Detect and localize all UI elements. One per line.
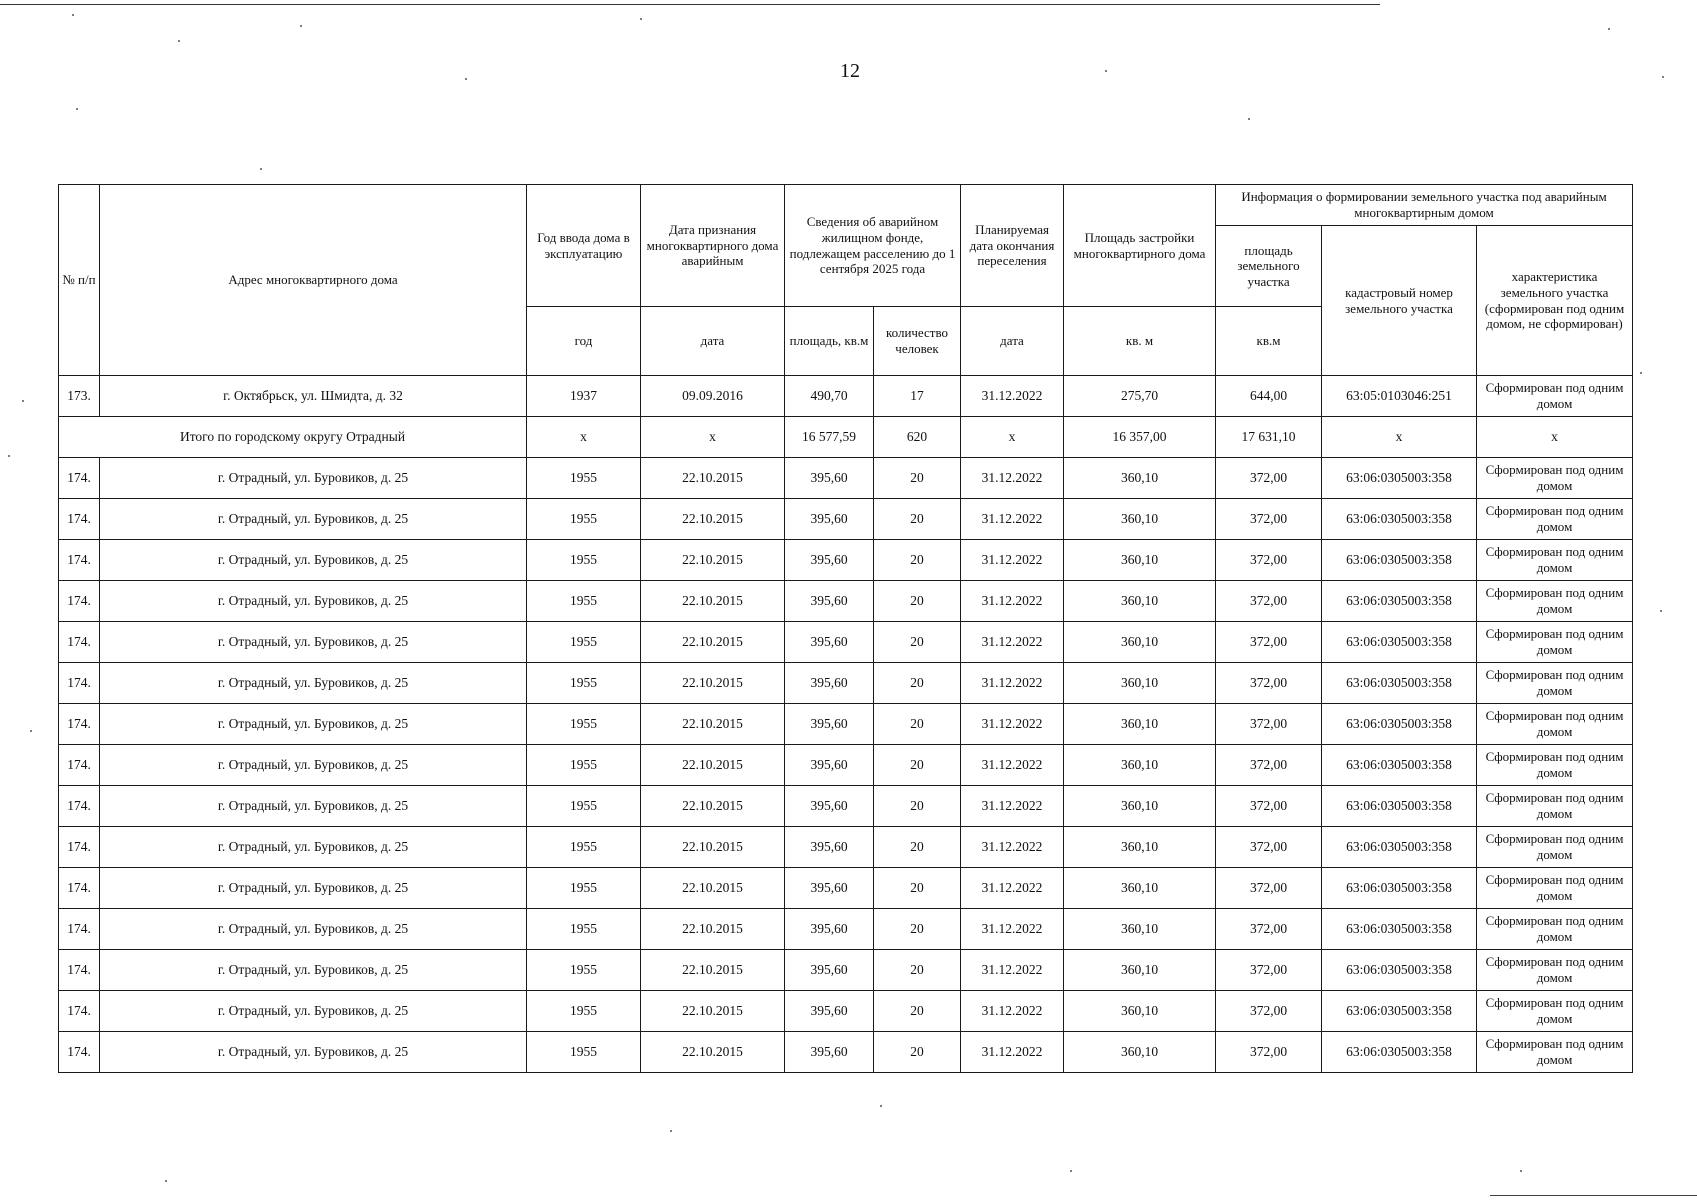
subtotal-row (59, 417, 1633, 458)
table-row (59, 1032, 1633, 1073)
cell-address: г. Отрадный, ул. Буровиков, д. 25 (100, 540, 527, 581)
cell-land: 372,00 (1216, 663, 1322, 704)
cell-planned: 31.12.2022 (961, 704, 1064, 745)
unit-year: год (527, 307, 641, 376)
top-border-line (0, 4, 1380, 5)
scan-speck (1248, 118, 1250, 120)
cell-land: 372,00 (1216, 499, 1322, 540)
cell-area: 395,60 (785, 827, 874, 868)
cell-land: 372,00 (1216, 704, 1322, 745)
header-recognition-date: Дата признания многоквартирного дома аварийным (641, 185, 785, 307)
unit-planned-date: дата (961, 307, 1064, 376)
cell-characteristic: Сформирован под одним домом (1477, 458, 1633, 499)
header-characteristic: характеристика земельного участка (сформирован под одним домом, не сформирован) (1477, 226, 1633, 376)
cell-planned: 31.12.2022 (961, 622, 1064, 663)
unit-land-area: кв.м (1216, 307, 1322, 376)
cell-year: 1955 (527, 868, 641, 909)
cell-num: 174. (59, 909, 100, 950)
cell-cadastral: 63:06:0305003:358 (1322, 909, 1477, 950)
cell-area: 395,60 (785, 458, 874, 499)
scan-speck (76, 108, 78, 110)
header-building-area: Площадь застройки многоквартирного дома (1064, 185, 1216, 307)
header-address: Адрес многоквартирного дома (100, 185, 527, 376)
header-year: Год ввода дома в эксплуатацию (527, 185, 641, 307)
table-row (59, 909, 1633, 950)
cell-building: 360,10 (1064, 950, 1216, 991)
cell-planned: 31.12.2022 (961, 950, 1064, 991)
cell-planned: 31.12.2022 (961, 540, 1064, 581)
cell-building: 360,10 (1064, 868, 1216, 909)
cell-num: 174. (59, 1032, 100, 1073)
cell-building: 360,10 (1064, 909, 1216, 950)
cell-date: 22.10.2015 (641, 499, 785, 540)
cell-address: г. Отрадный, ул. Буровиков, д. 25 (100, 745, 527, 786)
cell-num: 174. (59, 827, 100, 868)
cell-people: 20 (874, 1032, 961, 1073)
scan-speck (30, 730, 32, 732)
cell-year: 1955 (527, 909, 641, 950)
scan-speck (72, 14, 74, 16)
cell-year: 1955 (527, 540, 641, 581)
scan-speck (1608, 28, 1610, 30)
cell-address: г. Отрадный, ул. Буровиков, д. 25 (100, 581, 527, 622)
scan-speck (1640, 372, 1642, 374)
cell-building: 360,10 (1064, 991, 1216, 1032)
cell-people: 20 (874, 950, 961, 991)
cell-planned: 31.12.2022 (961, 376, 1064, 417)
cell-cadastral: 63:06:0305003:358 (1322, 991, 1477, 1032)
cell-num: 174. (59, 663, 100, 704)
scan-speck (880, 1105, 882, 1107)
cell-people: 20 (874, 704, 961, 745)
cell-characteristic: Сформирован под одним домом (1477, 704, 1633, 745)
table-row (59, 786, 1633, 827)
cell-people: 20 (874, 786, 961, 827)
cell-planned: 31.12.2022 (961, 991, 1064, 1032)
header-cadastral: кадастровый номер земельного участка (1322, 226, 1477, 376)
cell-characteristic: Сформирован под одним домом (1477, 868, 1633, 909)
cell-cadastral: 63:06:0305003:358 (1322, 540, 1477, 581)
cell-building: 360,10 (1064, 745, 1216, 786)
subtotal-year: x (527, 417, 641, 458)
cell-people: 20 (874, 458, 961, 499)
header-num: № п/п (59, 185, 100, 376)
cell-date: 22.10.2015 (641, 458, 785, 499)
cell-year: 1955 (527, 950, 641, 991)
cell-cadastral: 63:06:0305003:358 (1322, 950, 1477, 991)
cell-characteristic: Сформирован под одним домом (1477, 745, 1633, 786)
cell-year: 1955 (527, 745, 641, 786)
cell-people: 17 (874, 376, 961, 417)
cell-area: 395,60 (785, 745, 874, 786)
cell-cadastral: 63:06:0305003:358 (1322, 663, 1477, 704)
unit-area: площадь, кв.м (785, 307, 874, 376)
cell-cadastral: 63:06:0305003:358 (1322, 499, 1477, 540)
cell-people: 20 (874, 581, 961, 622)
cell-area: 395,60 (785, 581, 874, 622)
scan-speck (1660, 610, 1662, 612)
cell-planned: 31.12.2022 (961, 458, 1064, 499)
cell-cadastral: 63:06:0305003:358 (1322, 581, 1477, 622)
cell-year: 1955 (527, 991, 641, 1032)
scan-speck (1070, 1170, 1072, 1172)
cell-land: 372,00 (1216, 1032, 1322, 1073)
cell-planned: 31.12.2022 (961, 786, 1064, 827)
cell-date: 22.10.2015 (641, 950, 785, 991)
scan-speck (22, 400, 24, 402)
cell-people: 20 (874, 745, 961, 786)
cell-planned: 31.12.2022 (961, 909, 1064, 950)
cell-year: 1955 (527, 499, 641, 540)
emergency-housing-table (58, 184, 1633, 1073)
cell-building: 360,10 (1064, 540, 1216, 581)
cell-num: 174. (59, 704, 100, 745)
cell-area: 395,60 (785, 868, 874, 909)
cell-planned: 31.12.2022 (961, 663, 1064, 704)
cell-people: 20 (874, 868, 961, 909)
cell-num: 174. (59, 868, 100, 909)
subtotal-characteristic: x (1477, 417, 1633, 458)
table-row (59, 950, 1633, 991)
subtotal-planned: x (961, 417, 1064, 458)
cell-year: 1955 (527, 581, 641, 622)
cell-land: 372,00 (1216, 868, 1322, 909)
cell-num: 174. (59, 458, 100, 499)
table-body-otradny (59, 458, 1633, 1073)
cell-year: 1937 (527, 376, 641, 417)
table-row (59, 540, 1633, 581)
cell-planned: 31.12.2022 (961, 499, 1064, 540)
cell-land: 372,00 (1216, 745, 1322, 786)
cell-address: г. Отрадный, ул. Буровиков, д. 25 (100, 950, 527, 991)
cell-area: 395,60 (785, 1032, 874, 1073)
cell-building: 360,10 (1064, 622, 1216, 663)
scan-speck (260, 168, 262, 170)
cell-address: г. Отрадный, ул. Буровиков, д. 25 (100, 827, 527, 868)
cell-land: 372,00 (1216, 786, 1322, 827)
unit-building-area: кв. м (1064, 307, 1216, 376)
bottom-border-line (1490, 1195, 1697, 1196)
cell-address: г. Отрадный, ул. Буровиков, д. 25 (100, 499, 527, 540)
scan-speck (1105, 70, 1107, 72)
scan-speck (300, 25, 302, 27)
cell-planned: 31.12.2022 (961, 868, 1064, 909)
cell-year: 1955 (527, 1032, 641, 1073)
cell-people: 20 (874, 909, 961, 950)
cell-characteristic: Сформирован под одним домом (1477, 1032, 1633, 1073)
header-fund-group: Сведения об аварийном жилищном фонде, подлежащем расселению до 1 сентября 2025 года (785, 185, 961, 307)
scan-speck (465, 78, 467, 80)
table-row (59, 458, 1633, 499)
unit-date: дата (641, 307, 785, 376)
subtotal-land: 17 631,10 (1216, 417, 1322, 458)
cell-cadastral: 63:06:0305003:358 (1322, 827, 1477, 868)
cell-cadastral: 63:06:0305003:358 (1322, 622, 1477, 663)
cell-date: 22.10.2015 (641, 704, 785, 745)
table-row (59, 622, 1633, 663)
cell-building: 275,70 (1064, 376, 1216, 417)
subtotal-cadastral: x (1322, 417, 1477, 458)
table-row (59, 745, 1633, 786)
cell-characteristic: Сформирован под одним домом (1477, 950, 1633, 991)
cell-area: 395,60 (785, 909, 874, 950)
cell-building: 360,10 (1064, 1032, 1216, 1073)
scan-speck (165, 1180, 167, 1182)
header-land-area: площадь земельного участка (1216, 226, 1322, 307)
cell-address: г. Октябрьск, ул. Шмидта, д. 32 (100, 376, 527, 417)
cell-num: 173. (59, 376, 100, 417)
cell-num: 174. (59, 991, 100, 1032)
cell-planned: 31.12.2022 (961, 581, 1064, 622)
cell-cadastral: 63:06:0305003:358 (1322, 745, 1477, 786)
subtotal-area: 16 577,59 (785, 417, 874, 458)
scan-speck (178, 40, 180, 42)
table-row (59, 827, 1633, 868)
scan-speck (670, 1130, 672, 1132)
header-land-group: Информация о формировании земельного участка под аварийным многоквартирным домом (1216, 185, 1633, 226)
cell-area: 395,60 (785, 622, 874, 663)
cell-num: 174. (59, 540, 100, 581)
cell-land: 644,00 (1216, 376, 1322, 417)
table-row (59, 581, 1633, 622)
cell-characteristic: Сформирован под одним домом (1477, 376, 1633, 417)
cell-area: 395,60 (785, 704, 874, 745)
cell-num: 174. (59, 745, 100, 786)
header-planned-date: Планируемая дата окончания переселения (961, 185, 1064, 307)
cell-people: 20 (874, 499, 961, 540)
cell-num: 174. (59, 622, 100, 663)
cell-land: 372,00 (1216, 540, 1322, 581)
cell-area: 490,70 (785, 376, 874, 417)
cell-area: 395,60 (785, 663, 874, 704)
cell-cadastral: 63:06:0305003:358 (1322, 1032, 1477, 1073)
cell-year: 1955 (527, 622, 641, 663)
cell-year: 1955 (527, 663, 641, 704)
subtotal-label: Итого по городскому округу Отрадный (59, 417, 527, 458)
cell-people: 20 (874, 827, 961, 868)
cell-characteristic: Сформирован под одним домом (1477, 991, 1633, 1032)
cell-date: 22.10.2015 (641, 581, 785, 622)
cell-year: 1955 (527, 704, 641, 745)
cell-num: 174. (59, 950, 100, 991)
header-row-top (59, 185, 1633, 226)
cell-people: 20 (874, 622, 961, 663)
cell-date: 22.10.2015 (641, 868, 785, 909)
cell-address: г. Отрадный, ул. Буровиков, д. 25 (100, 909, 527, 950)
cell-area: 395,60 (785, 540, 874, 581)
cell-date: 22.10.2015 (641, 540, 785, 581)
cell-address: г. Отрадный, ул. Буровиков, д. 25 (100, 458, 527, 499)
cell-characteristic: Сформирован под одним домом (1477, 827, 1633, 868)
cell-year: 1955 (527, 786, 641, 827)
cell-date: 22.10.2015 (641, 827, 785, 868)
cell-date: 22.10.2015 (641, 909, 785, 950)
scan-speck (8, 455, 10, 457)
cell-characteristic: Сформирован под одним домом (1477, 663, 1633, 704)
cell-planned: 31.12.2022 (961, 827, 1064, 868)
cell-building: 360,10 (1064, 786, 1216, 827)
cell-land: 372,00 (1216, 950, 1322, 991)
cell-cadastral: 63:06:0305003:358 (1322, 458, 1477, 499)
cell-cadastral: 63:06:0305003:358 (1322, 868, 1477, 909)
cell-characteristic: Сформирован под одним домом (1477, 786, 1633, 827)
cell-characteristic: Сформирован под одним домом (1477, 909, 1633, 950)
cell-building: 360,10 (1064, 581, 1216, 622)
cell-area: 395,60 (785, 786, 874, 827)
cell-building: 360,10 (1064, 663, 1216, 704)
scan-speck (1520, 1170, 1522, 1172)
cell-num: 174. (59, 581, 100, 622)
table-row (59, 704, 1633, 745)
cell-people: 20 (874, 663, 961, 704)
page-number: 12 (840, 60, 860, 82)
cell-area: 395,60 (785, 499, 874, 540)
table-row (59, 991, 1633, 1032)
cell-people: 20 (874, 991, 961, 1032)
cell-address: г. Отрадный, ул. Буровиков, д. 25 (100, 663, 527, 704)
cell-planned: 31.12.2022 (961, 745, 1064, 786)
subtotal-people: 620 (874, 417, 961, 458)
cell-planned: 31.12.2022 (961, 1032, 1064, 1073)
table-row (59, 663, 1633, 704)
cell-date: 22.10.2015 (641, 1032, 785, 1073)
cell-area: 395,60 (785, 991, 874, 1032)
cell-building: 360,10 (1064, 704, 1216, 745)
unit-people: количество человек (874, 307, 961, 376)
cell-land: 372,00 (1216, 458, 1322, 499)
cell-characteristic: Сформирован под одним домом (1477, 499, 1633, 540)
cell-year: 1955 (527, 458, 641, 499)
cell-address: г. Отрадный, ул. Буровиков, д. 25 (100, 1032, 527, 1073)
cell-building: 360,10 (1064, 458, 1216, 499)
cell-date: 22.10.2015 (641, 663, 785, 704)
cell-people: 20 (874, 540, 961, 581)
cell-building: 360,10 (1064, 827, 1216, 868)
cell-date: 22.10.2015 (641, 745, 785, 786)
cell-land: 372,00 (1216, 827, 1322, 868)
cell-area: 395,60 (785, 950, 874, 991)
cell-address: г. Отрадный, ул. Буровиков, д. 25 (100, 868, 527, 909)
cell-address: г. Отрадный, ул. Буровиков, д. 25 (100, 991, 527, 1032)
cell-date: 22.10.2015 (641, 622, 785, 663)
scan-speck (1662, 76, 1664, 78)
scan-speck (640, 18, 642, 20)
subtotal-building: 16 357,00 (1064, 417, 1216, 458)
cell-address: г. Отрадный, ул. Буровиков, д. 25 (100, 704, 527, 745)
cell-num: 174. (59, 499, 100, 540)
cell-characteristic: Сформирован под одним домом (1477, 622, 1633, 663)
cell-land: 372,00 (1216, 909, 1322, 950)
table-row (59, 499, 1633, 540)
cell-date: 09.09.2016 (641, 376, 785, 417)
cell-year: 1955 (527, 827, 641, 868)
cell-land: 372,00 (1216, 991, 1322, 1032)
cell-characteristic: Сформирован под одним домом (1477, 581, 1633, 622)
cell-date: 22.10.2015 (641, 991, 785, 1032)
cell-address: г. Отрадный, ул. Буровиков, д. 25 (100, 622, 527, 663)
table-row (59, 868, 1633, 909)
cell-characteristic: Сформирован под одним домом (1477, 540, 1633, 581)
subtotal-date: x (641, 417, 785, 458)
table-row (59, 376, 1633, 417)
cell-num: 174. (59, 786, 100, 827)
cell-building: 360,10 (1064, 499, 1216, 540)
cell-date: 22.10.2015 (641, 786, 785, 827)
cell-land: 372,00 (1216, 581, 1322, 622)
cell-land: 372,00 (1216, 622, 1322, 663)
cell-cadastral: 63:06:0305003:358 (1322, 704, 1477, 745)
cell-address: г. Отрадный, ул. Буровиков, д. 25 (100, 786, 527, 827)
cell-cadastral: 63:06:0305003:358 (1322, 786, 1477, 827)
cell-cadastral: 63:05:0103046:251 (1322, 376, 1477, 417)
